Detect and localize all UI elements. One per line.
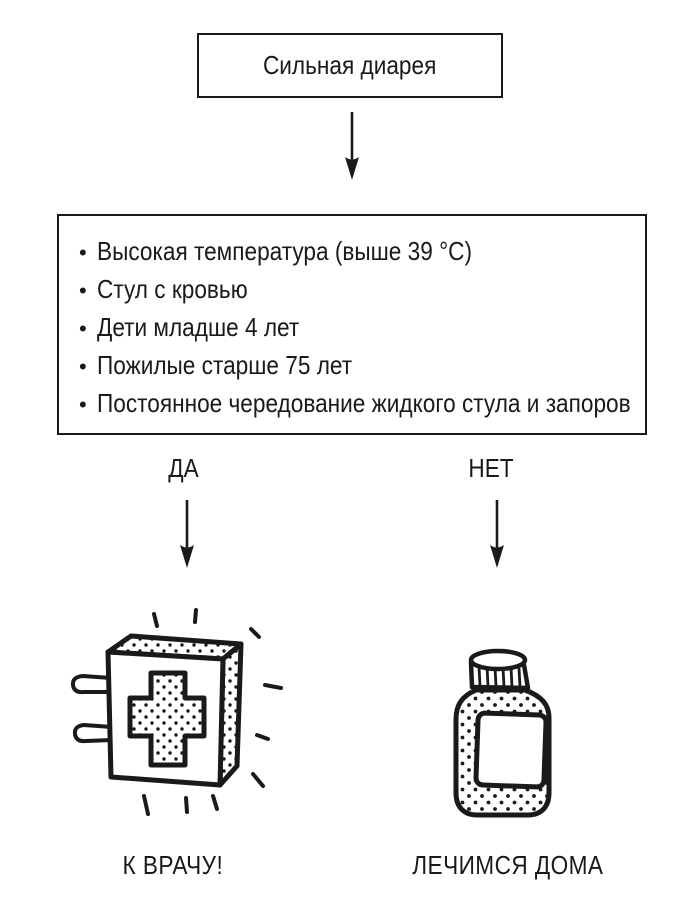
no-branch-text: НЕТ xyxy=(468,453,514,483)
medicine-bottle-icon xyxy=(420,630,580,830)
criteria-item xyxy=(79,347,631,385)
criteria-item-label: Высокая температура (выше 39 °C) xyxy=(96,236,472,266)
bullet-icon: • xyxy=(79,354,87,379)
bullet-icon: • xyxy=(79,316,87,341)
criteria-item xyxy=(79,233,631,271)
first-aid-kit-icon xyxy=(53,588,305,835)
doctor-outcome-label xyxy=(63,850,283,881)
criteria-node xyxy=(57,214,647,435)
yes-branch-label xyxy=(143,453,223,484)
home-outcome-label xyxy=(398,850,618,881)
bullet-icon: • xyxy=(79,392,87,417)
criteria-item xyxy=(79,385,631,423)
criteria-item-label: Дети младше 4 лет xyxy=(96,312,299,342)
no-arrow-down-icon xyxy=(486,500,508,568)
yes-arrow-down-icon xyxy=(176,500,198,568)
no-branch-label xyxy=(451,453,531,484)
criteria-item xyxy=(79,309,631,347)
start-node xyxy=(197,33,503,98)
criteria-item-label: Стул с кровью xyxy=(96,274,248,304)
home-outcome-text: ЛЕЧИМСЯ ДОМА xyxy=(412,850,604,880)
doctor-outcome-text: К ВРАЧУ! xyxy=(122,850,224,880)
start-label: Сильная диарея xyxy=(263,50,437,80)
criteria-list xyxy=(79,233,631,423)
arrow-down-icon xyxy=(341,112,363,180)
bullet-icon: • xyxy=(79,240,87,265)
criteria-item-label: Пожилые старше 75 лет xyxy=(96,350,352,380)
bullet-icon: • xyxy=(79,278,87,303)
criteria-item xyxy=(79,271,631,309)
bottle-label xyxy=(476,713,546,787)
criteria-item-label: Постоянное чередование жидкого стула и запоров xyxy=(96,388,631,418)
yes-branch-text: ДА xyxy=(167,453,199,483)
